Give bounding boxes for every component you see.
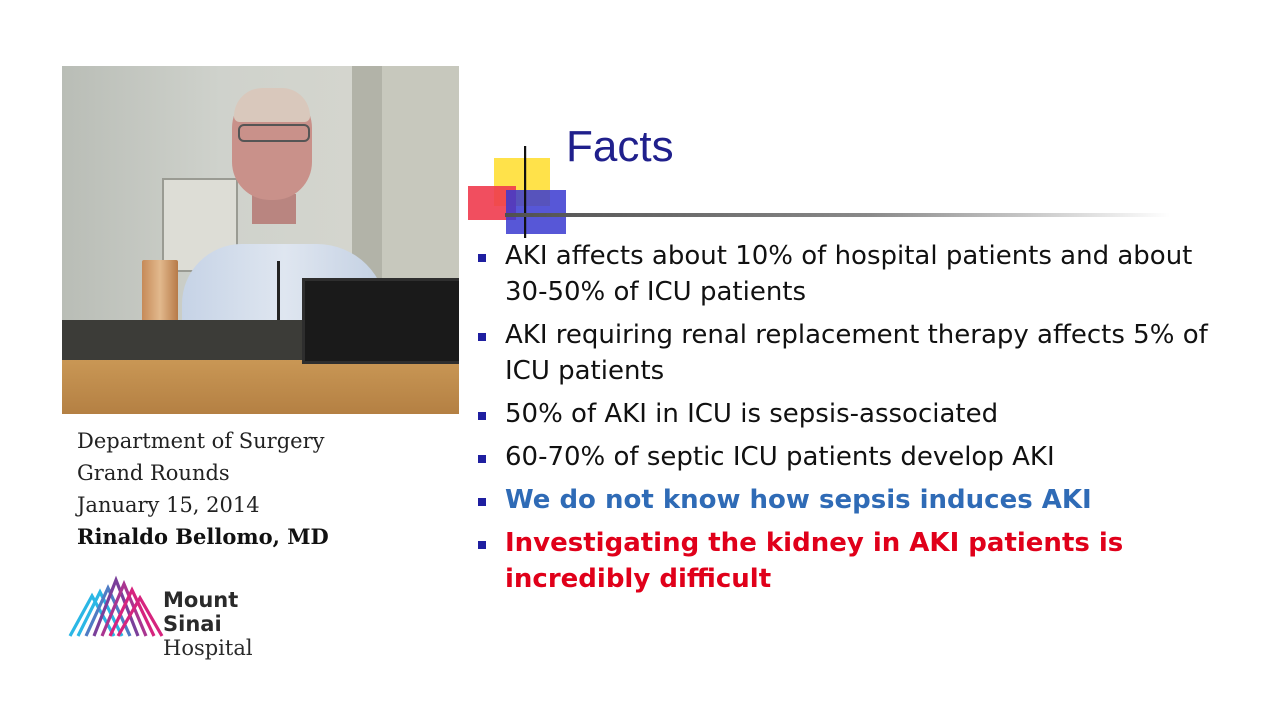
logo-text-sinai: Sinai: [163, 612, 222, 636]
lectern-monitor: [302, 278, 459, 364]
slide-bullet-list: [478, 238, 1218, 604]
logo-text-hospital: Hospital: [163, 636, 253, 660]
lectern-front: [62, 360, 459, 414]
microphone: [277, 261, 280, 321]
slide-title: Facts: [566, 122, 674, 171]
bullet-square-icon: [478, 455, 486, 463]
bullet-item: [478, 317, 1218, 389]
speaker-video: [62, 66, 459, 414]
bullet-text: AKI affects about 10% of hospital patients and about 30-50% of ICU patients: [505, 241, 1193, 307]
speaker-hair: [234, 88, 310, 122]
bullet-item: [478, 238, 1218, 310]
bullet-text: We do not know how sepsis induces AKI: [505, 485, 1092, 515]
mount-sinai-logo-icon: [68, 574, 168, 640]
slide-title-underline: [505, 213, 1170, 217]
coffee-cup: [142, 260, 178, 322]
bullet-text: 60-70% of septic ICU patients develop AKI: [505, 442, 1055, 472]
bullet-square-icon: [478, 333, 486, 341]
caption-event: Grand Rounds: [77, 461, 230, 485]
bullet-text: Investigating the kidney in AKI patients is incredibly difficult: [505, 528, 1124, 594]
bullet-item-highlight-blue: [478, 482, 1218, 518]
caption-date: January 15, 2014: [77, 493, 260, 517]
bullet-item: [478, 439, 1218, 475]
bullet-square-icon: [478, 498, 486, 506]
bullet-text: AKI requiring renal replacement therapy affects 5% of ICU patients: [505, 320, 1208, 386]
bullet-square-icon: [478, 412, 486, 420]
logo-text-mount: Mount: [163, 588, 239, 612]
bullet-square-icon: [478, 541, 486, 549]
bullet-item: [478, 396, 1218, 432]
slide-decoration-icon: [468, 146, 568, 238]
bullet-text: 50% of AKI in ICU is sepsis-associated: [505, 399, 999, 429]
bullet-square-icon: [478, 254, 486, 262]
caption-speaker: Rinaldo Bellomo, MD: [77, 524, 329, 549]
caption-department: Department of Surgery: [77, 429, 325, 453]
speaker-glasses: [238, 124, 310, 142]
bullet-item-highlight-red: [478, 525, 1218, 597]
